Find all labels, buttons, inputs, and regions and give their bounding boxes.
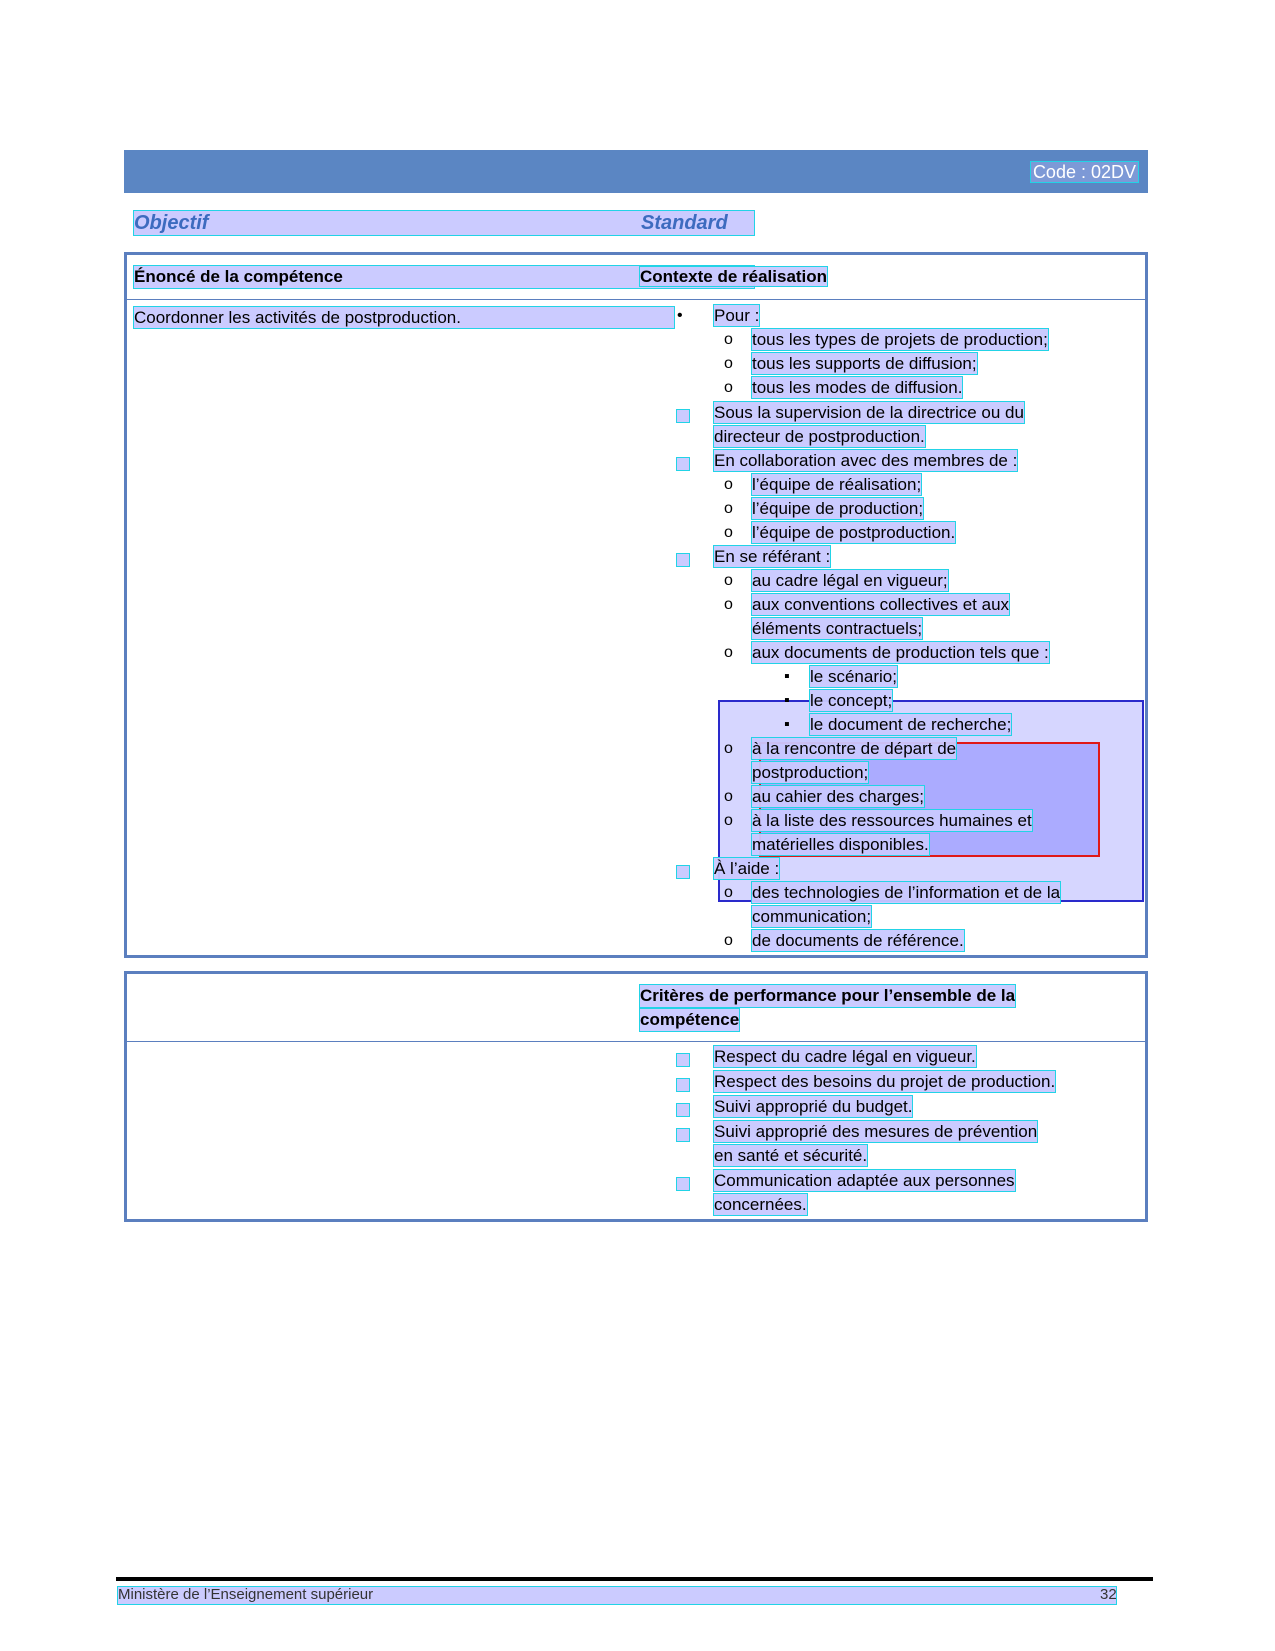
list-item: directeur de postproduction. [714,427,925,446]
list-item: postproduction; [752,763,869,782]
criteria-header-line1: Critères de performance pour l’ensemble de la [640,986,1016,1005]
enonce-header: Énoncé de la compétence [134,266,754,288]
criteria-item: en santé et sécurité. [714,1146,868,1165]
list-item: Sous la supervision de la directrice ou du [714,403,1024,422]
list-item: l’équipe de postproduction. [752,523,956,542]
list-item: l’équipe de réalisation; [752,475,922,494]
list-item: le scénario; [810,667,897,686]
footer-ministry: Ministère de l’Enseignement supérieur [118,1586,374,1603]
circle-marker: o [724,788,733,805]
criteria-item: Suivi approprié du budget. [714,1097,913,1116]
list-item: À l’aide : [714,859,780,878]
bullet-marker-box [677,458,689,470]
bullet-marker-box [677,1079,689,1091]
list-item: le document de recherche; [810,715,1012,734]
circle-marker: o [724,812,733,829]
footer-rule [116,1577,1153,1581]
list-item: En se référant : [714,547,831,566]
circle-marker: o [724,500,733,517]
bullet-marker-box [677,410,689,422]
square-marker: ▪ [784,668,790,685]
criteria-header-line2: compétence [640,1010,740,1029]
criteria-item: Respect des besoins du projet de production. [714,1072,1056,1091]
list-item: de documents de référence. [752,931,964,950]
standard-heading: Standard [641,212,728,234]
header-bar [124,150,1148,193]
page-number: 32 [1100,1586,1117,1603]
bullet-marker: • [677,307,683,324]
circle-marker: o [724,572,733,589]
list-item: aux conventions collectives et aux [752,595,1010,614]
competency-box-divider [127,299,1145,300]
competency-statement: Coordonner les activités de postproduction. [134,307,674,328]
circle-marker: o [724,596,733,613]
list-item: des technologies de l’information et de la [752,883,1061,902]
criteria-item: Communication adaptée aux personnes [714,1171,1015,1190]
list-item: communication; [752,907,872,926]
square-marker: ▪ [784,716,790,733]
criteria-item: Suivi approprié des mesures de prévention [714,1122,1038,1141]
circle-marker: o [724,476,733,493]
list-item: En collaboration avec des membres de : [714,451,1018,470]
circle-marker: o [724,884,733,901]
bullet-marker-box [677,1104,689,1116]
list-item: Pour : [714,306,760,325]
circle-marker: o [724,932,733,949]
circle-marker: o [724,524,733,541]
list-item: aux documents de production tels que : [752,643,1049,662]
circle-marker: o [724,644,733,661]
list-item: le concept; [810,691,893,710]
competency-code: Code : 02DV [1032,162,1136,182]
list-item: tous les modes de diffusion. [752,378,963,397]
circle-marker: o [724,331,733,348]
list-item: à la rencontre de départ de [752,739,957,758]
list-item: tous les types de projets de production; [752,330,1048,349]
criteria-item: Respect du cadre légal en vigueur. [714,1047,976,1066]
list-item: tous les supports de diffusion; [752,354,977,373]
bullet-marker-box [677,1178,689,1190]
circle-marker: o [724,355,733,372]
bullet-marker-box [677,1054,689,1066]
list-item: au cahier des charges; [752,787,924,806]
bullet-marker-box [677,1129,689,1141]
section-headings [134,211,754,235]
criteria-box-divider [127,1041,1145,1042]
bullet-marker-box [677,866,689,878]
objectif-heading: Objectif [134,212,209,234]
list-item: au cadre légal en vigueur; [752,571,948,590]
list-item: éléments contractuels; [752,619,923,638]
circle-marker: o [724,740,733,757]
list-item: à la liste des ressources humaines et [752,811,1032,830]
list-item: matérielles disponibles. [752,835,929,854]
contexte-header: Contexte de réalisation [640,267,828,286]
square-marker: ▪ [784,692,790,709]
list-item: l’équipe de production; [752,499,924,518]
bullet-marker-box [677,554,689,566]
circle-marker: o [724,379,733,396]
criteria-item: concernées. [714,1195,807,1214]
